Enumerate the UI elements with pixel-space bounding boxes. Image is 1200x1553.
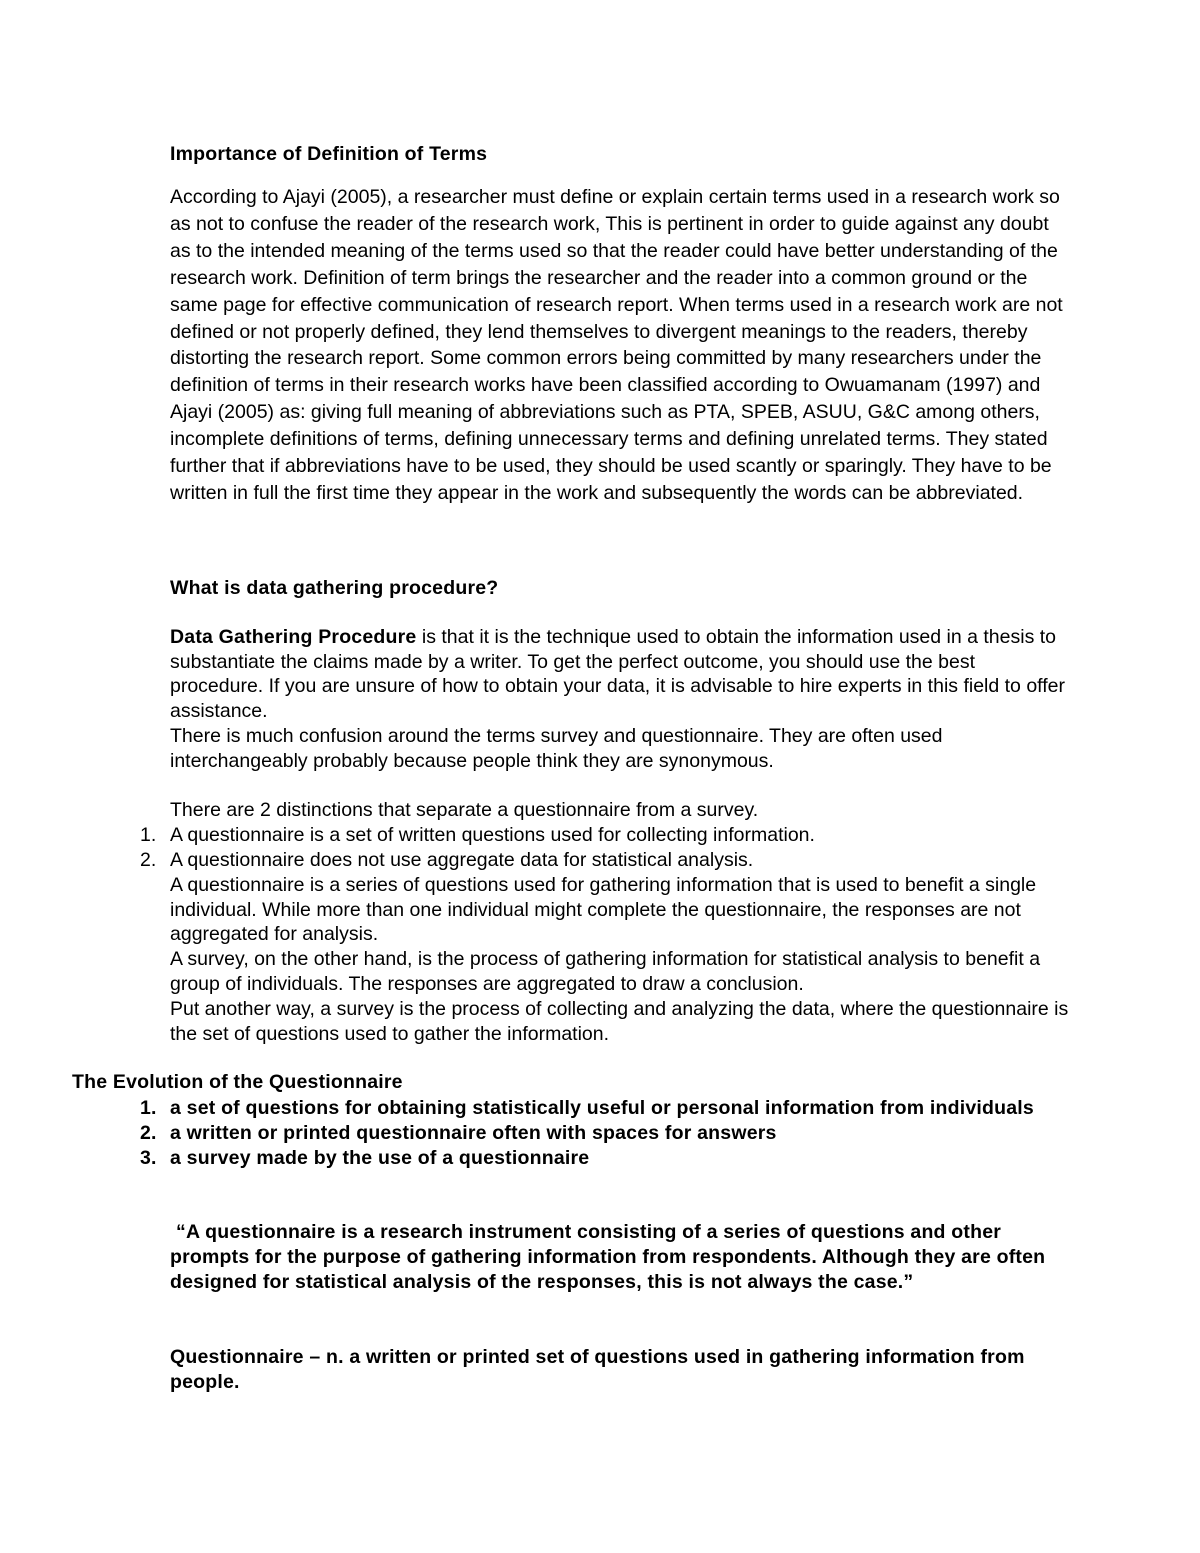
evolution-list: [140, 1096, 1070, 1170]
paragraph-definition-of-terms: According to Ajayi (2005), a researcher must define or explain certain terms used in a research work so as not to confuse the reader of the research work, This is pertinent in order to guide against any doubt as to the intended meaning of the terms used so that the reader could have better understanding of the research work. Definition of term brings the researcher and the reader into a common ground or the same page for effective communication of research report. When terms used in a research work are not defined or not properly defined, they lend themselves to divergent meanings to the readers, thereby distorting the research report. Some common errors being committed by many researchers under the definition of terms in their research works have been classified according to Owuamanam (1997) and Ajayi (2005) as: giving full meaning of abbreviations such as PTA, SPEB, ASUU, G&C among others, incomplete definitions of terms, defining unnecessary terms and defining unrelated terms. They stated further that if abbreviations have to be used, they should be used scantly or sparingly. They have to be written in full the first time they appear in the work and subsequently the words can be abbreviated.: [170, 186, 1063, 504]
paragraph-survey-explanation: A survey, on the other hand, is the process of gathering information for statistical analysis to benefit a group of individuals. The responses are aggregated to draw a conclusion.: [170, 948, 1041, 995]
list-item: [140, 1096, 1070, 1121]
term-data-gathering-procedure: Data Gathering Procedure: [170, 626, 417, 648]
list-text: A questionnaire does not use aggregate data for statistical analysis.: [170, 848, 754, 871]
list-text: A questionnaire is a set of written questions used for collecting information.: [170, 824, 815, 846]
paragraph-put-another-way: Put another way, a survey is the process of collecting and analyzing the data, where the questionnaire is the set of questions used to gather the information.: [170, 998, 1069, 1045]
list-text: a set of questions for obtaining statistically useful or personal information from individuals: [170, 1097, 1034, 1119]
quote-text: “A questionnaire is a research instrument consisting of a series of questions and other prompts for the purpose of gathering information from respondents. Although they are often designed for statistical analysis of the responses, this is not always the case.”: [170, 1221, 1046, 1293]
quote-questionnaire-definition: [170, 1220, 1060, 1294]
paragraph-confusion: There is much confusion around the terms survey and questionnaire. They are often used interchangeably probably because people think they are synonymous.: [170, 725, 943, 772]
paragraph-questionnaire-explanation: A questionnaire is a series of questions used for gathering information that is used to benefit a single individual. While more than one individual might complete the questionnaire, the responses are not aggregated for analysis.: [170, 874, 1037, 946]
heading-evolution-of-questionnaire: The Evolution of the Questionnaire: [72, 1071, 403, 1093]
list-number: 1.: [140, 1097, 157, 1119]
distinctions-intro: There are 2 distinctions that separate a questionnaire from a survey.: [170, 799, 759, 821]
list-text: a survey made by the use of a questionnaire: [170, 1146, 590, 1169]
heading-importance-of-definition: Importance of Definition of Terms: [170, 143, 488, 165]
heading-data-gathering-question: What is data gathering procedure?: [170, 577, 499, 599]
list-text: a written or printed questionnaire often with spaces for answers: [170, 1121, 777, 1144]
list-number: 2.: [140, 848, 157, 871]
list-number: 2.: [140, 1121, 157, 1144]
list-number: 1.: [140, 824, 157, 846]
list-item: [140, 848, 1070, 873]
list-item: [140, 823, 1070, 848]
distinctions-list: [140, 823, 1070, 872]
term-definition-text: is that it is the technique used to obtain the information used in a thesis to substantiate the claims made by a writer. To get the perfect outcome, you should use the best procedure. If you are unsure of how to obtain your data, it is advisable to hire experts in this field to offer assistance.: [170, 626, 1065, 722]
list-number: 3.: [140, 1146, 157, 1169]
list-item: [140, 1121, 1070, 1146]
questionnaire-noun-definition: Questionnaire – n. a written or printed set of questions used in gathering information from people.: [170, 1346, 1025, 1393]
list-item: [140, 1146, 1070, 1171]
paragraph-data-gathering: [170, 625, 1070, 723]
